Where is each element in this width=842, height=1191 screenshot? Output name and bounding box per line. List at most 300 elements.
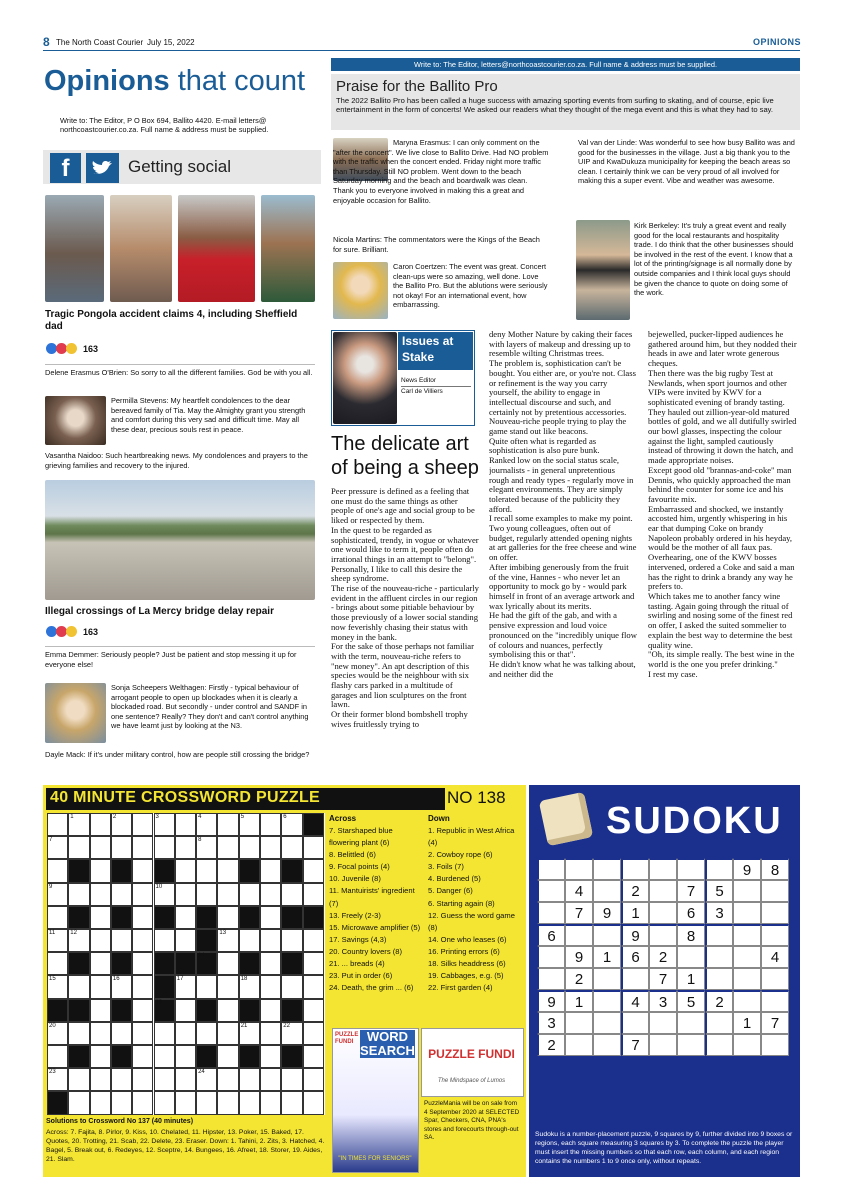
crossword-cell	[111, 1045, 132, 1068]
crossword-clue-number: 12	[70, 930, 77, 936]
profile-photo-2	[110, 195, 172, 302]
sudoku-cell[interactable]	[761, 902, 789, 924]
crossword-cell	[47, 929, 68, 952]
crossword-cell	[260, 836, 281, 859]
story1-comment-1: Delene Erasmus O'Brien: So sorry to all the different families. God be with you all.	[45, 368, 313, 377]
crossword-cell	[111, 999, 132, 1022]
crossword-cell	[175, 1091, 196, 1114]
crossword-cell	[281, 813, 302, 836]
puzzlemania-notice: PuzzleMania will be on sale from 4 September 2020 at SELECTED Spar, Checkers, CNA, PNA's stores and forecourts through-out SA.	[424, 1100, 520, 1142]
crossword-cell	[303, 906, 324, 929]
crossword-cell	[217, 975, 238, 998]
sudoku-cell[interactable]: 5	[705, 880, 733, 902]
sudoku-cell[interactable]: 7	[565, 902, 593, 924]
crossword-clue-number: 8	[198, 837, 202, 844]
crossword-cell	[68, 836, 89, 859]
issue-date: July 15, 2022	[147, 38, 195, 47]
crossword-cell	[303, 952, 324, 975]
crossword-cell	[196, 952, 217, 975]
sudoku-cell[interactable]	[593, 990, 621, 1012]
across-heading: Across	[329, 814, 357, 823]
crossword-cell	[111, 859, 132, 882]
sudoku-cell[interactable]	[705, 1034, 733, 1056]
crossword-cell	[239, 813, 260, 836]
sudoku-title: SUDOKU	[606, 800, 783, 842]
book-cover-puzzle-fundi	[421, 1028, 524, 1097]
opinions-write-to: Write to: The Editor, P O Box 694, Ballito 4420. E-mail letters@ northcoastcourier.co.za. Full name & address must be supplied.	[60, 116, 269, 134]
paper-name: The North Coast Courier	[56, 38, 144, 47]
praise-banner-text: Write to: The Editor, letters@northcoastcourier.co.za. Full name & address must be supplied.	[414, 60, 717, 69]
crossword-cell	[154, 999, 175, 1022]
crossword-cell	[303, 883, 324, 906]
crossword-cell	[68, 975, 89, 998]
crossword-clue-number: 17	[176, 976, 184, 983]
crossword-cell	[132, 1022, 153, 1045]
story1-reactions	[46, 343, 98, 354]
sudoku-cell[interactable]	[733, 902, 761, 924]
crossword-clue-number: 21	[240, 1022, 248, 1029]
crossword-cell	[239, 1091, 260, 1114]
sudoku-cell[interactable]	[761, 968, 789, 990]
social-title: Getting social	[128, 157, 231, 176]
book1-tagline: "IN TIMES FOR SENIORS"	[338, 1156, 412, 1162]
crossword-cell	[68, 1045, 89, 1068]
crossword-cell	[196, 999, 217, 1022]
divider	[45, 364, 315, 365]
column-badge-line1: Issues at	[402, 334, 454, 348]
sudoku-cell[interactable]: 9	[537, 990, 565, 1012]
sudoku-cell[interactable]: 4	[621, 990, 649, 1012]
section-name: OPINIONS	[753, 37, 802, 47]
crossword-cell	[239, 859, 260, 882]
sudoku-cell[interactable]	[761, 990, 789, 1012]
crossword-cell	[175, 813, 196, 836]
crossword-cell	[196, 1068, 217, 1091]
crossword-cell	[217, 1045, 238, 1068]
sudoku-cell[interactable]	[705, 968, 733, 990]
crossword-cell	[154, 1091, 175, 1114]
sudoku-cell[interactable]: 8	[677, 924, 705, 946]
sudoku-cell[interactable]: 9	[593, 902, 621, 924]
crossword-cell	[90, 883, 111, 906]
sudoku-cell[interactable]: 3	[705, 902, 733, 924]
sudoku-cell[interactable]	[733, 880, 761, 902]
reader-photo-kirk	[576, 220, 630, 320]
crossword-cell	[90, 1045, 111, 1068]
crossword-cell	[90, 1022, 111, 1045]
crossword-cell	[281, 975, 302, 998]
sudoku-description: Sudoku is a number-placement puzzle, 9 squares by 9, further divided into 9 boxes or regions, each square measuring 3 squares by 3. To complete the puzzle the player must insert the missing numbers so that each row, each column, and each region contains the numbers 1 to 9 once only, without repeats.	[535, 1131, 793, 1166]
crossword-cell	[68, 1068, 89, 1091]
column-badge-line2: Stake	[402, 350, 435, 364]
sudoku-cell[interactable]	[537, 946, 565, 968]
crossword-cell	[175, 859, 196, 882]
sudoku-cell[interactable]	[733, 1034, 761, 1056]
crossword-cell	[111, 883, 132, 906]
crossword-cell	[47, 906, 68, 929]
sudoku-cell[interactable]: 8	[761, 858, 789, 880]
sudoku-cell[interactable]	[593, 880, 621, 902]
crossword-cell	[281, 999, 302, 1022]
la-mercy-bridge-photo	[45, 480, 315, 600]
sudoku-cell[interactable]: 3	[649, 990, 677, 1012]
crossword-cell	[303, 1091, 324, 1114]
solutions-text: Across: 7. Fajita, 8. Pirlor, 9. Kiss, 10. Chelated, 11. Hipster, 13. Poker, 15. Baked, 17. Quotes, 20. Trotting, 21. Scab, 22. Delete, 23. Eraser. Down: 1. Tahini, 2. Zits, 3. Hatched, 4. Bagel, 5. Break out, 6. Redeyes, 12. Sceptre, 14. Bungees, 16. Afreet, 18. Storer, 19. Aides, 21. Slam.	[46, 1129, 325, 1163]
crossword-cell	[196, 929, 217, 952]
sudoku-cell[interactable]	[677, 946, 705, 968]
sudoku-cell[interactable]: 1	[565, 990, 593, 1012]
crossword-cell	[175, 975, 196, 998]
crossword-clue-number: 22	[283, 1022, 290, 1029]
quote-maryna: Maryna Erasmus: I can only comment on the "after the concert". We live close to Ballito Drive. Had NO problem with the traffic when the concert ended. Friday night more traffic than Thursday. Still NO problem. Went down to the beach Saturday morning and the beach and boardwalk was clean. Thank you to everyone involved in making this a great and enjoyable occasion for Ballito.	[333, 138, 549, 205]
crossword-cell	[68, 952, 89, 975]
crossword-cell	[260, 1091, 281, 1114]
sudoku-cell[interactable]	[565, 1012, 593, 1034]
crossword-cell	[68, 813, 89, 836]
crossword-cell	[111, 906, 132, 929]
crossword-cell	[260, 999, 281, 1022]
crossword-cell	[68, 929, 89, 952]
crossword-cell	[175, 929, 196, 952]
crossword-grid	[47, 813, 325, 1115]
crossword-cell	[111, 813, 132, 836]
sudoku-cell[interactable]	[621, 1012, 649, 1034]
sudoku-cell[interactable]: 9	[733, 858, 761, 880]
crossword-clue-number: 7	[49, 837, 53, 844]
crossword-cell	[175, 1068, 196, 1091]
crossword-cell	[281, 1045, 302, 1068]
story2-comment-3: Dayle Mack: If it's under military control, how are people still crossing the bridge?	[45, 750, 310, 759]
crossword-cell	[260, 883, 281, 906]
crossword-cell	[68, 859, 89, 882]
author-role: News Editor	[401, 377, 437, 384]
story2-reaction-count: 163	[83, 626, 99, 637]
crossword-cell	[154, 859, 175, 882]
sudoku-cell[interactable]	[649, 924, 677, 946]
sudoku-cell[interactable]: 2	[565, 968, 593, 990]
sudoku-grid	[537, 858, 789, 1056]
sudoku-cell[interactable]	[593, 1034, 621, 1056]
crossword-cell	[239, 1022, 260, 1045]
crossword-clue-number: 6	[283, 814, 287, 820]
sudoku-cell[interactable]	[705, 924, 733, 946]
crossword-cell	[111, 1068, 132, 1091]
crossword-cell	[239, 952, 260, 975]
crossword-clue-number: 16	[112, 976, 120, 983]
crossword-cell	[217, 929, 238, 952]
sudoku-cell[interactable]: 9	[621, 924, 649, 946]
crossword-clue-number: 3	[155, 814, 159, 820]
sudoku-cell[interactable]: 6	[677, 902, 705, 924]
crossword-cell	[239, 999, 260, 1022]
crossword-cell	[154, 1022, 175, 1045]
sudoku-cell[interactable]: 7	[621, 1034, 649, 1056]
quote-nicola: Nicola Martins: The commentators were the Kings of the Beach for sure. Brilliant.	[333, 235, 540, 254]
book1-title: WORD SEARCH	[360, 1029, 415, 1058]
sudoku-cell[interactable]: 6	[537, 924, 565, 946]
sad-icon	[66, 343, 77, 354]
sudoku-cell[interactable]: 7	[761, 1012, 789, 1034]
crossword-cell	[154, 836, 175, 859]
crossword-cell	[68, 1022, 89, 1045]
down-heading: Down	[428, 814, 450, 823]
sudoku-cell[interactable]	[593, 858, 621, 880]
crossword-cell	[68, 1091, 89, 1114]
sudoku-cell[interactable]	[621, 968, 649, 990]
crossword-cell	[47, 1022, 68, 1045]
header-rule	[43, 50, 800, 51]
crossword-title: 40 MINUTE CROSSWORD PUZZLE	[50, 789, 321, 806]
opinions-title-bold: Opinions	[44, 65, 170, 97]
sudoku-cell[interactable]	[649, 880, 677, 902]
crossword-cell	[303, 859, 324, 882]
crossword-cell	[47, 836, 68, 859]
crossword-cell	[217, 813, 238, 836]
crossword-cell	[175, 952, 196, 975]
crossword-cell	[154, 952, 175, 975]
sudoku-cell[interactable]: 4	[761, 946, 789, 968]
crossword-cell	[260, 1045, 281, 1068]
crossword-cell	[47, 975, 68, 998]
crossword-cell	[175, 999, 196, 1022]
sudoku-cell[interactable]	[649, 902, 677, 924]
crossword-cell	[175, 1022, 196, 1045]
crossword-cell	[68, 999, 89, 1022]
crossword-cell	[90, 952, 111, 975]
sudoku-cell[interactable]	[621, 858, 649, 880]
sudoku-cell[interactable]	[733, 924, 761, 946]
crossword-cell	[90, 1068, 111, 1091]
crossword-clue-number: 4	[198, 814, 202, 820]
sudoku-cell[interactable]	[733, 946, 761, 968]
sudoku-cell[interactable]	[761, 1034, 789, 1056]
crossword-cell	[196, 975, 217, 998]
page-number: 8	[43, 35, 50, 49]
sudoku-cell[interactable]	[705, 1012, 733, 1034]
crossword-cell	[132, 1091, 153, 1114]
profile-photo-3	[178, 195, 255, 302]
sudoku-cell[interactable]	[593, 968, 621, 990]
sudoku-cell[interactable]: 2	[705, 990, 733, 1012]
crossword-cell	[90, 975, 111, 998]
sudoku-cell[interactable]	[565, 924, 593, 946]
crossword-cell	[196, 859, 217, 882]
crossword-cell	[111, 836, 132, 859]
sudoku-cell[interactable]	[537, 902, 565, 924]
sudoku-cell[interactable]	[565, 858, 593, 880]
sudoku-cell[interactable]: 9	[565, 946, 593, 968]
sudoku-cell[interactable]	[649, 1012, 677, 1034]
crossword-cell	[196, 1022, 217, 1045]
sad-icon	[66, 626, 77, 637]
sudoku-cell[interactable]: 1	[677, 968, 705, 990]
crossword-cell	[90, 836, 111, 859]
sudoku-cell[interactable]	[761, 880, 789, 902]
crossword-cell	[47, 1045, 68, 1068]
crossword-cell	[68, 883, 89, 906]
crossword-cell	[239, 836, 260, 859]
quote-caron: Caron Coertzen: The event was great. Concert clean-ups were so amazing, well done. Love the Ballito Pro. But the ablutions were seriously not okay! For an international event, how embarrassing.	[393, 262, 548, 310]
sudoku-cell[interactable]	[593, 924, 621, 946]
crossword-cell	[90, 859, 111, 882]
crossword-cell	[132, 929, 153, 952]
twitter-icon	[86, 153, 119, 183]
crossword-cell	[47, 952, 68, 975]
sudoku-cell[interactable]	[537, 880, 565, 902]
crossword-cell	[111, 1091, 132, 1114]
crossword-clue-number: 23	[49, 1069, 56, 1076]
crossword-clue-number: 13	[219, 930, 227, 936]
crossword-cell	[281, 906, 302, 929]
sudoku-cell[interactable]: 7	[677, 880, 705, 902]
crossword-number: NO 138	[447, 788, 506, 807]
reader-photo-caron	[333, 262, 388, 319]
crossword-cell	[260, 1022, 281, 1045]
crossword-cell	[260, 952, 281, 975]
crossword-clue-number: 11	[49, 930, 56, 936]
crossword-clue-number: 1	[70, 814, 74, 820]
sudoku-cell[interactable]: 1	[733, 1012, 761, 1034]
crossword-cell	[260, 859, 281, 882]
crossword-cell	[175, 883, 196, 906]
crossword-cell	[154, 906, 175, 929]
sudoku-cell[interactable]	[677, 858, 705, 880]
sudoku-cell[interactable]: 1	[593, 946, 621, 968]
crossword-cell	[196, 883, 217, 906]
crossword-cell	[217, 1091, 238, 1114]
sudoku-cell[interactable]: 2	[621, 880, 649, 902]
crossword-cell	[47, 999, 68, 1022]
story1-reaction-count: 163	[83, 343, 99, 354]
crossword-cell	[217, 1068, 238, 1091]
crossword-cell	[217, 859, 238, 882]
crossword-cell	[111, 929, 132, 952]
sudoku-cell[interactable]	[733, 968, 761, 990]
commenter-photo	[45, 396, 106, 445]
crossword-cell	[260, 813, 281, 836]
crossword-cell	[260, 929, 281, 952]
column-text-col2: deny Mother Nature by caking their faces with layers of makeup and dressing up to resemble wilting Christmas trees. The problem is, sophistication can't be bought. You either are, or you're not. Class or refinement is the way you carry yourself, the ability to engage in intellectual discourse and such, and certainly not by pretentious accessories. Nouveau-riche people trying to play the game stand out like beacons. Quite often what is regarded as sophistication is also pure bunk. Ranked low on the social status scale, journalists - in general unpretentious rough and ready types - regularly move in elegant environments. They are simply tolerated because of the publicity they afford. I recall some examples to make my point. Two young colleagues, often out of budget, regularly attended opening nights at art galleries for the free cheese and wine on offer. After imbibing generously from the fruit of the vine, Hannes - who never let an opportunity to mock go by - would park himself in front of an average artwork and wax lyrically about its merits. He had the gift of the gab, and with a pensive expression and loud voice pronounced on the "incredibly unique flow of colours and nuances, perfectly symbolising this or that". He didn't know what he was talking about, and neither did the	[489, 330, 637, 679]
crossword-clue-number: 24	[198, 1069, 205, 1076]
sudoku-cell[interactable]: 1	[621, 902, 649, 924]
crossword-cell	[303, 929, 324, 952]
crossword-clue-number: 18	[240, 976, 248, 983]
sudoku-cell[interactable]: 4	[565, 880, 593, 902]
commenter-photo	[45, 683, 106, 743]
profile-photo-1	[45, 195, 104, 302]
sudoku-cell[interactable]	[565, 1034, 593, 1056]
crossword-cell	[154, 1068, 175, 1091]
praise-intro: The 2022 Ballito Pro has been called a huge success with amazing sporting events from surfing to skating, and of course, epic live entertainment in the form of concerts! We asked our readers what they thought of the mega event and this is what they had to say.	[336, 96, 774, 115]
crossword-clue-number: 5	[240, 814, 245, 820]
story1-comment-3: Vasantha Naidoo: Such heartbreaking news. My condolences and prayers to the grieving families and recovery to the injured.	[45, 451, 308, 470]
crossword-cell	[196, 813, 217, 836]
sudoku-cell[interactable]	[649, 858, 677, 880]
quote-val: Val van der Linde: Was wonderful to see how busy Ballito was and good for the businesses in the village. Just a big thank you to the UIP and KwaDukuza municipality for keeping the beach areas so clean. I certainly think we can be very proud of all involved for making this a super event. Vibe and weather was awesome.	[578, 138, 795, 186]
column-text-col1: Peer pressure is defined as a feeling that one must do the same things as other people of one's age and social group to be liked or respected by them. In the quest to be regarded as sophisticated, trendy, in vogue or whatever one would like to term it, people often do irrational things in an attempt to "belong". Personally, I like to call this desire the sheep syndrome. The rise of the nouveau-riche - particularly evident in the affluent circles in our region - brings about some pitiable behaviour by those previously of a lower social standing now feverishly chasing their status with money in the bank. For the sake of those perhaps not familiar with the term, nouveau-riche refers to "new money". An apt description of this species would be the neighbour with six flashy cars parked in a multitude of garages and lion sculptures on the front lawn. Or their former blond bombshell trophy wives fruitlessly trying to	[331, 487, 479, 729]
crossword-cell	[90, 1091, 111, 1114]
sudoku-cell[interactable]	[649, 1034, 677, 1056]
crossword-cell	[154, 929, 175, 952]
sudoku-cell[interactable]	[761, 924, 789, 946]
crossword-cell	[132, 952, 153, 975]
crossword-cell	[281, 859, 302, 882]
crossword-cell	[303, 999, 324, 1022]
divider	[401, 386, 471, 387]
crossword-cell	[217, 999, 238, 1022]
sudoku-cell[interactable]	[705, 946, 733, 968]
crossword-cell	[47, 859, 68, 882]
crossword-cell	[132, 859, 153, 882]
crossword-cell	[303, 1022, 324, 1045]
crossword-cell	[281, 1068, 302, 1091]
quote-kirk: Kirk Berkeley: It's truly a great event and really good for the local restaurants and hospitality trade. I do think that the other businesses should be involved in the rest of the event. I know that a lot of the printing/signage is all normally done by outside companies and I think local guys should be given the chance to quote on doing some of the work.	[634, 221, 794, 298]
crossword-clue-number: 14	[198, 953, 205, 960]
sudoku-cell[interactable]	[537, 968, 565, 990]
crossword-cell	[47, 813, 68, 836]
crossword-cell	[196, 1091, 217, 1114]
crossword-cell	[281, 836, 302, 859]
sudoku-cell[interactable]	[537, 858, 565, 880]
crossword-cell	[239, 1068, 260, 1091]
crossword-cell	[132, 1068, 153, 1091]
book1-brand: PUZZLE FUNDI	[335, 1032, 359, 1045]
divider	[45, 646, 315, 647]
sudoku-cell[interactable]: 6	[621, 946, 649, 968]
crossword-cell	[47, 883, 68, 906]
story2-comment-1: Emma Demmer: Seriously people? Just be patient and stop messing it up for everyone else!	[45, 650, 297, 669]
crossword-cell	[217, 906, 238, 929]
sudoku-cell[interactable]	[677, 1034, 705, 1056]
crossword-cell	[281, 929, 302, 952]
story2-headline: Illegal crossings of La Mercy bridge delay repair	[45, 606, 274, 617]
crossword-cell	[303, 975, 324, 998]
down-clues: 1. Republic in West Africa (4) 2. Cowboy rope (6) 3. Foils (7) 4. Burdened (5) 5. Danger (6) 6. Starting again (8) 12. Guess the word game (8) 14. One who leases (6) 16. Printing errors (6) 18. Silks headdress (6) 19. Cabbages, e.g. (5) 22. First garden (4)	[428, 826, 515, 993]
sudoku-cell[interactable]: 3	[537, 1012, 565, 1034]
crossword-cell	[196, 1045, 217, 1068]
author-name: Carl de Villiers	[401, 388, 443, 395]
sudoku-cell[interactable]	[733, 990, 761, 1012]
crossword-cell	[132, 883, 153, 906]
crossword-cell	[281, 883, 302, 906]
crossword-cell	[196, 836, 217, 859]
story1-headline: Tragic Pongola accident claims 4, including Sheffield dad	[45, 309, 298, 332]
crossword-cell	[217, 952, 238, 975]
book2-subtitle: The Mindspace of Lumos	[437, 1078, 506, 1084]
crossword-cell	[281, 1091, 302, 1114]
crossword-cell	[90, 999, 111, 1022]
praise-title: Praise for the Ballito Pro	[336, 78, 498, 95]
story2-comment-2: Sonja Scheepers Welthagen: Firstly - typical behaviour of arrogant people to open up blockades when it is clearly a blockaded road. But secondly - under control and SANDF in one sentence? Really? They don't and can't control anything we have learnt just by looking at the N3.	[111, 683, 309, 731]
sudoku-cell[interactable]	[593, 1012, 621, 1034]
crossword-cell	[260, 1068, 281, 1091]
crossword-cell	[132, 906, 153, 929]
crossword-cell	[217, 1022, 238, 1045]
sudoku-cell[interactable]	[677, 1012, 705, 1034]
sudoku-cell[interactable]	[705, 858, 733, 880]
sudoku-cell[interactable]: 7	[649, 968, 677, 990]
sudoku-cell[interactable]: 2	[537, 1034, 565, 1056]
facebook-icon: f	[50, 153, 81, 183]
profile-photo-4	[261, 195, 315, 302]
sudoku-cell[interactable]: 5	[677, 990, 705, 1012]
sudoku-cell[interactable]: 2	[649, 946, 677, 968]
crossword-cell	[303, 1045, 324, 1068]
crossword-cell	[217, 883, 238, 906]
across-clues: 7. Starshaped blue flowering plant (6) 8. Belittled (6) 9. Focal points (4) 10. Juvenile (8) 11. Mantuirists' ingredient (7) 13. Freely (2-3) 15. Microwave amplifier (5) 17. Savings (4,3) 20. Country lovers (8) 21. ... breads (4) 23. Put in order (6) 24. Death, the grim ... (6)	[329, 826, 421, 993]
crossword-cell	[90, 813, 111, 836]
crossword-cell	[303, 836, 324, 859]
